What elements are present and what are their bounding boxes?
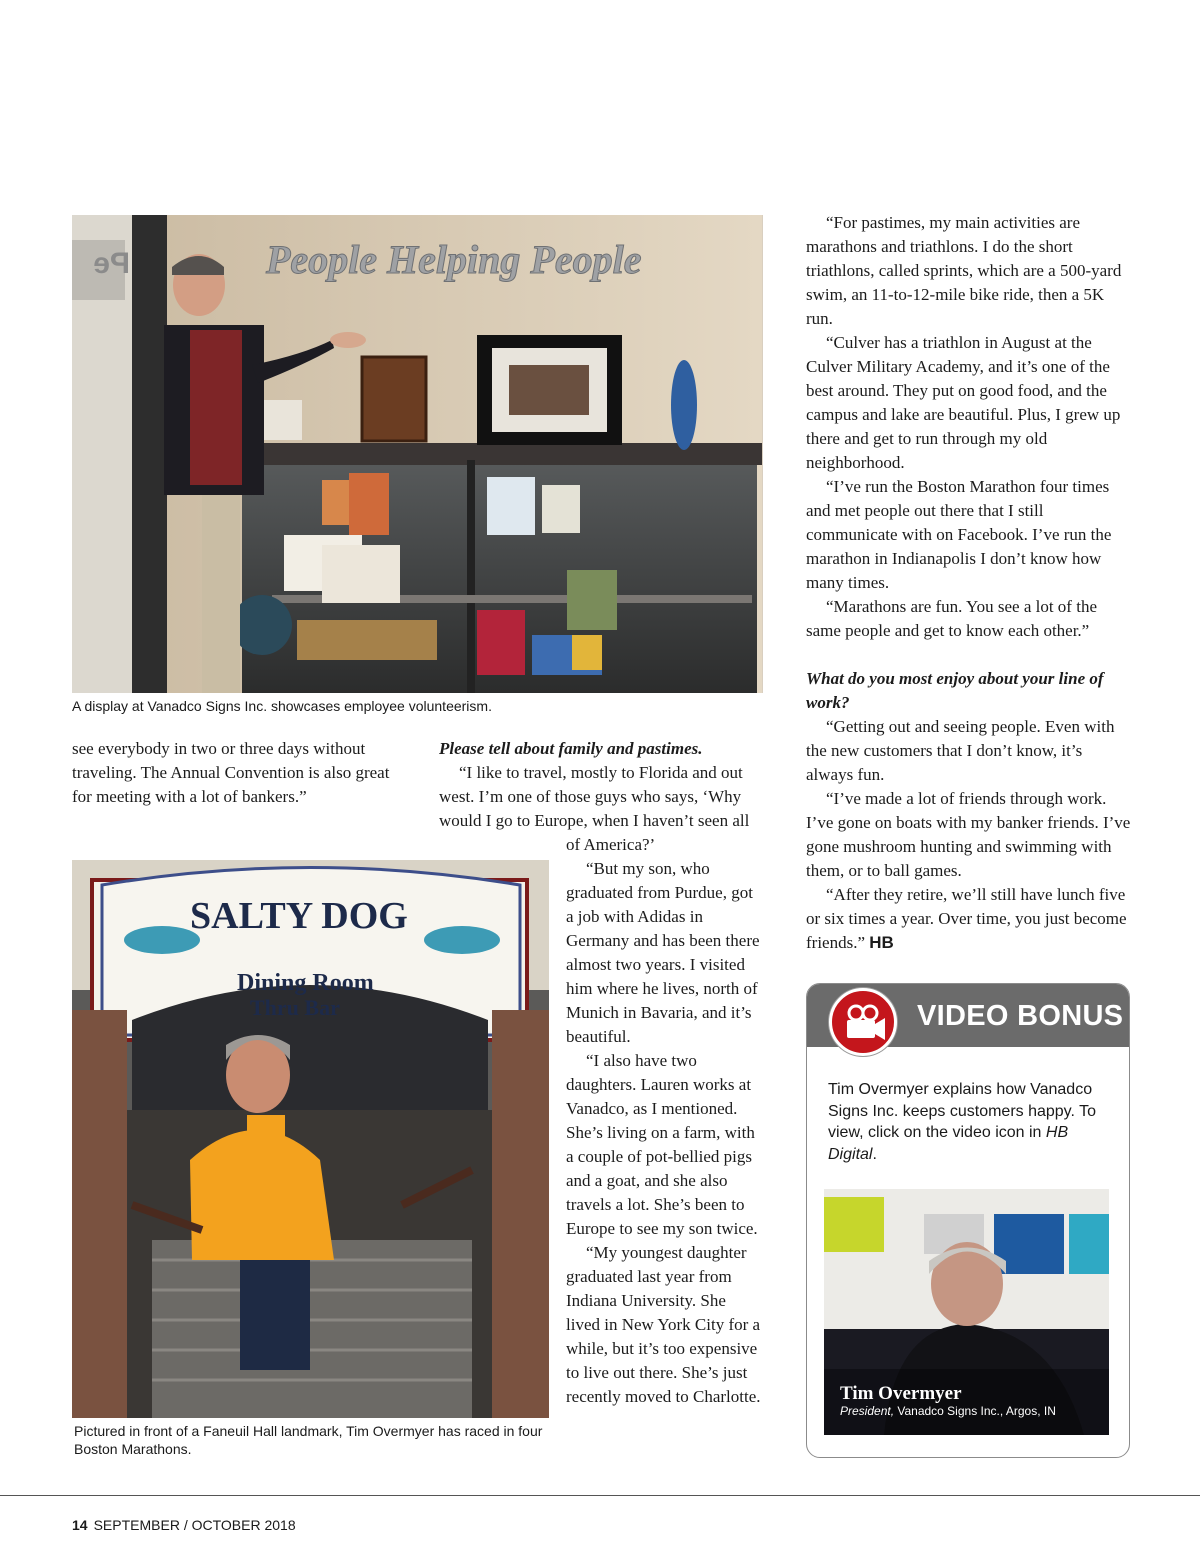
article-paragraph: “Marathons are fun. You see a lot of the same people and get to know each other.” xyxy=(806,597,1097,640)
description-text: Tim Overmyer explains how Vanadco Signs Inc. keeps customers happy. To view, click on the video icon in xyxy=(828,1081,1096,1141)
display-case-illustration xyxy=(72,215,763,693)
description-tail: . xyxy=(872,1145,877,1163)
sign-line-2: Thru Bar xyxy=(250,995,340,1020)
video-bonus-title: VIDEO BONUS xyxy=(917,1000,1124,1032)
article-paragraph: “Culver has a triathlon in August at the Culver Military Academy, and it’s one of the best around. They put on good food, and the campus and lake are beautiful. Plus, I grew up there and get to run through my old neighborhood. xyxy=(806,333,1121,472)
article-paragraph: “I’ve run the Boston Marathon four times and met people out there that I still communicate with on Facebook. I’ve run the marathon in Indianapolis I don’t know how many times. xyxy=(806,477,1112,592)
article-paragraph: “I like to travel, mostly to Florida and out west. I’m one of those guys who says, ‘Why would I go to Europe, when I haven’t seen all xyxy=(439,763,750,830)
thumbnail-name: Tim Overmyer xyxy=(840,1383,962,1404)
article-paragraph: “For pastimes, my main activities are marathons and triathlons. I do the short triathlons, called sprints, which are a 500-yard swim, an 11-to-12-mile bike ride, then a 5K run. xyxy=(806,213,1122,328)
photo-sign-text: People Helping People xyxy=(266,237,642,282)
article-column-3 xyxy=(806,211,1131,955)
salty-dog-illustration xyxy=(72,860,549,1418)
photo-window-text: Pe xyxy=(93,247,130,280)
video-bonus-description xyxy=(828,1079,1118,1165)
sign-line-1: Dining Room xyxy=(237,970,374,996)
article-paragraph: of America?’ xyxy=(566,835,656,854)
article-paragraph: “Getting out and seeing people. Even with the new customers that I don’t know, it’s always fun. xyxy=(806,717,1115,784)
interview-question: Please tell about family and pastimes. xyxy=(439,739,703,758)
page-number: 14 xyxy=(72,1517,88,1533)
thumbnail-title: President, xyxy=(840,1404,895,1418)
page-footer xyxy=(72,1517,296,1533)
video-bonus-header xyxy=(807,984,1129,1047)
article-column-1-continued xyxy=(72,737,412,809)
thumbnail-org: Vanadco Signs Inc., Argos, IN xyxy=(894,1404,1056,1418)
interview-question: What do you most enjoy about your line of work? xyxy=(806,669,1104,712)
video-thumbnail[interactable] xyxy=(824,1189,1109,1435)
article-column-2-narrow xyxy=(566,833,761,1409)
article-paragraph: see everybody in two or three days without traveling. The Annual Convention is also great for meeting with a lot of bankers.” xyxy=(72,739,390,806)
photo-caption-salty-dog: Pictured in front of a Faneuil Hall landmark, Tim Overmyer has raced in four Boston Marathons. xyxy=(74,1423,543,1457)
article-paragraph: “My youngest daughter graduated last year from Indiana University. She lived in New York City for a while, but it’s too expensive to live out there. She’s just recently moved to Charlotte. xyxy=(566,1243,761,1406)
photo-salty-dog xyxy=(72,860,549,1418)
sign-title: SALTY DOG xyxy=(190,895,408,937)
sign-off-mark: HB xyxy=(869,933,894,952)
footer-divider xyxy=(0,1495,1200,1496)
article-paragraph: “But my son, who graduated from Purdue, got a job with Adidas in Germany and has been there almost two years. I visited him where he lives, north of Munich in Bavaria, and it’s beautiful. xyxy=(566,859,760,1046)
issue-date: SEPTEMBER / OCTOBER 2018 xyxy=(93,1517,296,1533)
article-paragraph-closing xyxy=(806,883,1131,955)
article-paragraph: “I also have two daughters. Lauren works at Vanadco, as I mentioned. She’s living on a farm, with a couple of pot-bellied pigs and a goat, and she also travels a lot. She’s been to Europe to see my son twice. xyxy=(566,1051,758,1238)
hb-digital-link[interactable]: HB Digital xyxy=(828,1124,1069,1163)
article-column-2 xyxy=(439,737,761,833)
photo-display-case xyxy=(72,215,763,693)
thumbnail-role xyxy=(840,1404,1056,1418)
video-bonus-box xyxy=(806,983,1130,1458)
video-camera-icon[interactable] xyxy=(829,988,897,1056)
photo-caption-display: A display at Vanadco Signs Inc. showcases employee volunteerism. xyxy=(72,698,492,714)
article-paragraph: “I’ve made a lot of friends through work. I’ve gone on boats with my banker friends. I’ve gone mushroom hunting and swimming with them, or to ball games. xyxy=(806,789,1131,880)
closing-text: “After they retire, we’ll still have lunch five or six times a year. Over time, you just become friends.” xyxy=(806,885,1127,952)
